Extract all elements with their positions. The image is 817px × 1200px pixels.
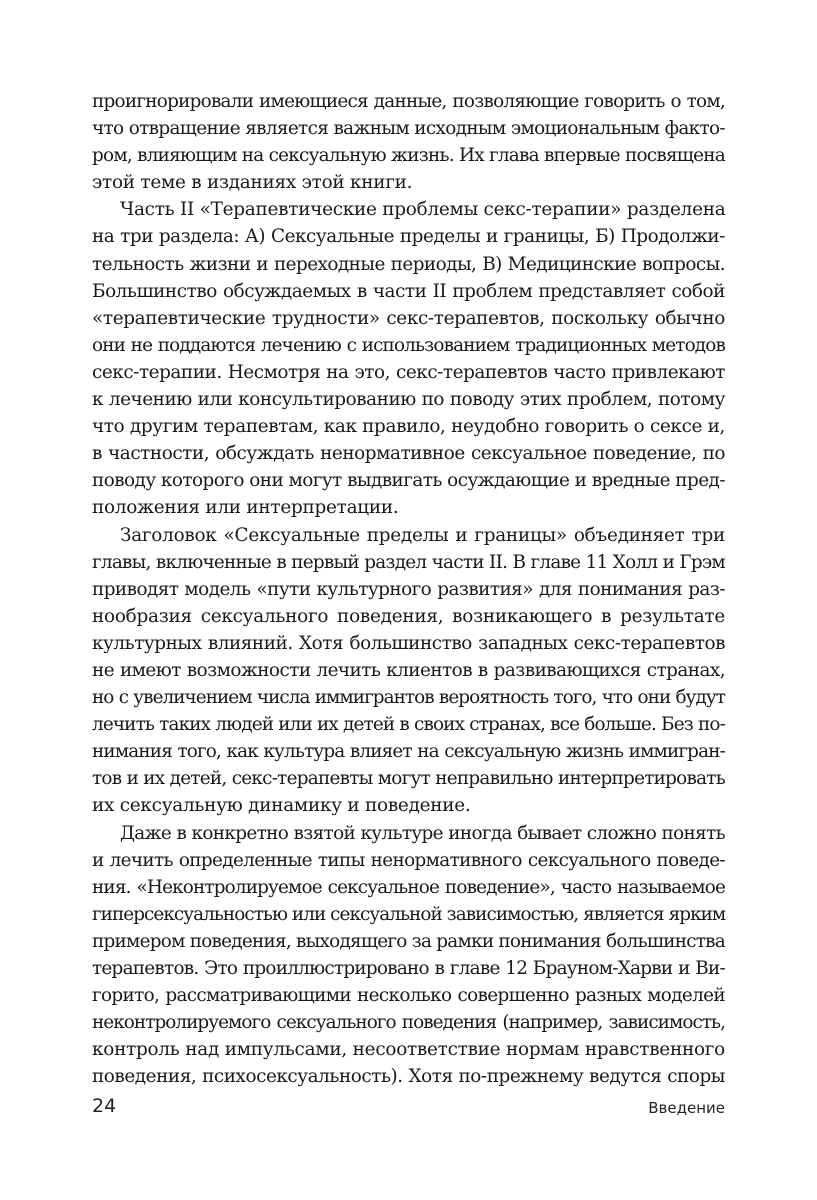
text-line: неконтролируемого сексуального поведения (например, зависимость, xyxy=(92,1012,725,1034)
text-line: тов и их детей, секс-терапевты могут неправильно интерпретировать xyxy=(92,768,725,790)
running-head: Введение xyxy=(648,1099,725,1117)
text-line: но с увеличением числа иммигрантов вероятность того, что они будут xyxy=(92,687,725,709)
text-line: к лечению или консультированию по поводу этих проблем, потому xyxy=(92,389,725,411)
text-line: нимания того, как культура влияет на сексуальную жизнь иммигран- xyxy=(92,741,725,763)
paragraph-2 xyxy=(92,196,725,521)
text-line: нообразия сексуального поведения, возникающего в результате xyxy=(92,605,725,627)
text-line: Часть II «Терапевтические проблемы секс-терапии» разделена xyxy=(120,199,726,221)
text-line: они не поддаются лечению с использованием традиционных методов xyxy=(92,334,725,356)
text-line: гиперсексуальностью или сексуальной зависимостью, является ярким xyxy=(92,903,726,925)
text-line: ния. «Неконтролируемое сексуальное поведение», часто называемое xyxy=(92,876,725,898)
text-line: что отвращение является важным исходным эмоциональным факто- xyxy=(92,118,725,140)
text-line: поведения, психосексуальность). Хотя по-прежнему ведутся споры xyxy=(92,1066,725,1088)
text-line: ром, влияющим на сексуальную жизнь. Их глава впервые посвящена xyxy=(92,145,725,167)
page-number: 24 xyxy=(92,1095,117,1117)
text-line: положения или интерпретации. xyxy=(92,497,399,519)
text-line: контроль над импульсами, несоответствие нормам нравственного xyxy=(92,1039,725,1061)
text-line: главы, включенные в первый раздел части II. В главе 11 Холл и Грэм xyxy=(92,551,725,573)
text-line: примером поведения, выходящего за рамки понимания большинства xyxy=(92,930,725,952)
text-line: культурных влияний. Хотя большинство западных секс-терапевтов xyxy=(92,632,725,654)
text-line: что другим терапевтам, как правило, неудобно говорить о сексе и, xyxy=(92,416,725,438)
text-line: проигнорировали имеющиеся данные, позволяющие говорить о том, xyxy=(92,91,725,112)
text-line: лечить таких людей или их детей в своих странах, все больше. Без по- xyxy=(92,714,725,736)
text-line: приводят модель «пути культурного развития» для понимания раз- xyxy=(92,578,725,600)
text-line: Заголовок «Сексуальные пределы и границы» объединяет три xyxy=(120,524,725,546)
text-line: терапевтов. Это проиллюстрировано в главе 12 Брауном-Харви и Ви- xyxy=(92,958,725,979)
text-line: тельность жизни и переходные периоды, В) Медицинские вопросы. xyxy=(92,253,725,275)
text-line: Большинство обсуждаемых в части II проблем представляет собой xyxy=(92,280,725,302)
text-line: горито, рассматривающими несколько совершенно разных моделей xyxy=(92,985,725,1007)
page-footer xyxy=(92,1095,725,1125)
body-text xyxy=(92,88,725,1090)
text-line: и лечить определенные типы ненормативного сексуального поведе- xyxy=(92,849,725,871)
paragraph-1 xyxy=(92,88,725,196)
text-line: Даже в конкретно взятой культуре иногда бывает сложно понять xyxy=(120,822,725,844)
paragraph-3 xyxy=(92,522,725,820)
text-line: их сексуальную динамику и поведение. xyxy=(92,795,471,817)
text-line: не имеют возможности лечить клиентов в развивающихся странах, xyxy=(92,659,725,681)
text-line: секс-терапии. Несмотря на это, секс-терапевтов часто привлекают xyxy=(92,361,725,383)
text-line: поводу которого они могут выдвигать осуждающие и вредные пред- xyxy=(92,470,725,492)
text-line: на три раздела: А) Сексуальные пределы и границы, Б) Продолжи- xyxy=(92,226,725,248)
text-line: в частности, обсуждать ненормативное сексуальное поведение, по xyxy=(92,443,725,465)
text-line: этой теме в изданиях этой книги. xyxy=(92,172,413,194)
text-line: «терапевтические трудности» секс-терапевтов, поскольку обычно xyxy=(92,307,725,329)
paragraph-4 xyxy=(92,820,725,1091)
